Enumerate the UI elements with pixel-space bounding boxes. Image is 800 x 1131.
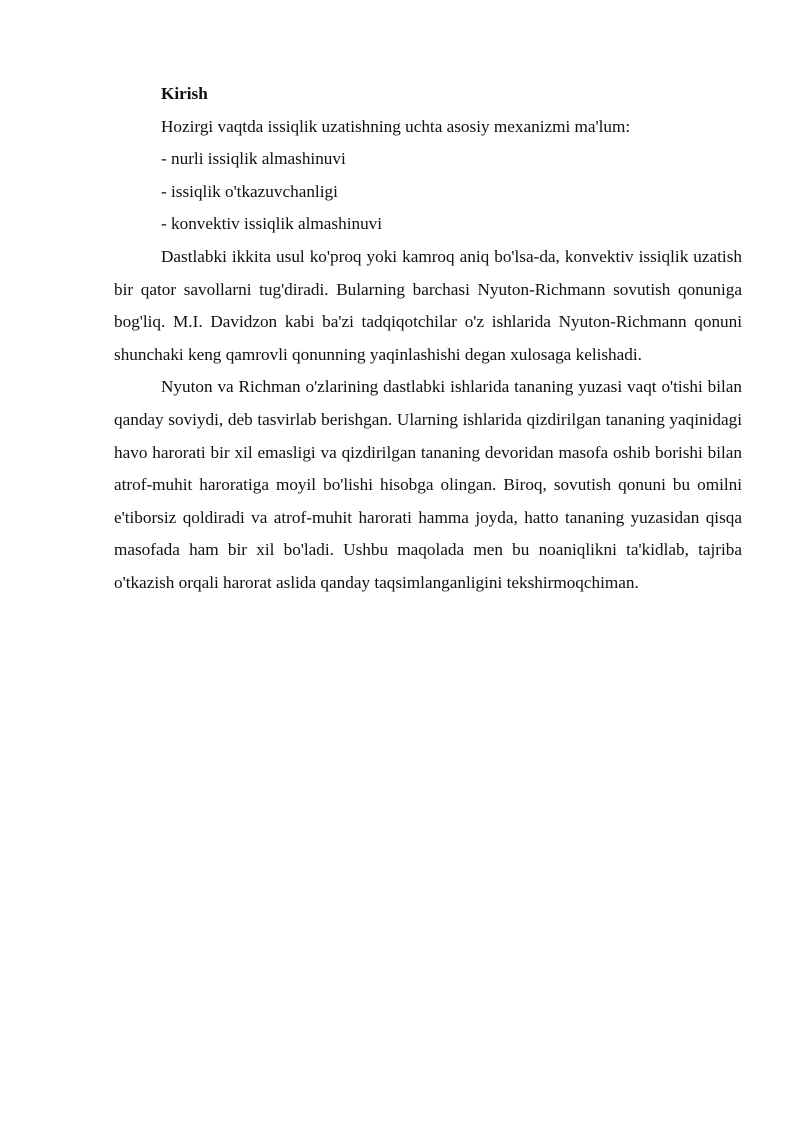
document-page (114, 78, 742, 600)
intro-line: Hozirgi vaqtda issiqlik uzatishning uchta asosiy mexanizmi ma'lum: (161, 116, 631, 136)
paragraph-convection: Dastlabki ikkita usul ko'proq yoki kamroq aniq bo'lsa-da, konvektiv issiqlik uzatish bir qator savollarni tug'diradi. Bularning barchasi Nyuton-Richmann sovutish qonuniga bog'liq. M.I. Davidzon kabi ba'zi tadqiqotchilar o'z ishlarida Nyuton-Richmann qonuni shunchaki keng qamrovli qonunning yaqinlashishi degan xulosaga kelishadi. (114, 246, 742, 364)
list-item-convection: - konvektiv issiqlik almashinuvi (161, 214, 383, 234)
list-item-radiation: - nurli issiqlik almashinuvi (161, 149, 346, 169)
section-heading: Kirish (161, 84, 208, 103)
list-item-conduction: - issiqlik o'tkazuvchanligi (161, 181, 338, 201)
paragraph-newton-richmann: Nyuton va Richman o'zlarining dastlabki ishlarida tananing yuzasi vaqt o'tishi bilan qanday soviydi, deb tasvirlab berishgan. Ularning ishlarida qizdirilgan tananing yaqinidagi havo harorati bir xil emasligi va qizdirilgan tananing devoridan masofa oshib borishi bilan atrof-muhit haroratiga moyil bo'lishi hisobga olingan. Biroq, sovutish qonuni bu omilni e'tiborsiz qoldiradi va atrof-muhit harorati hamma joyda, hatto tananing yuzasidan qisqa masofada ham bir xil bo'ladi. Ushbu maqolada men bu noaniqlikni ta'kidlab, tajriba o'tkazish orqali harorat aslida qanday taqsimlanganligini tekshirmoqchiman. (114, 377, 742, 592)
